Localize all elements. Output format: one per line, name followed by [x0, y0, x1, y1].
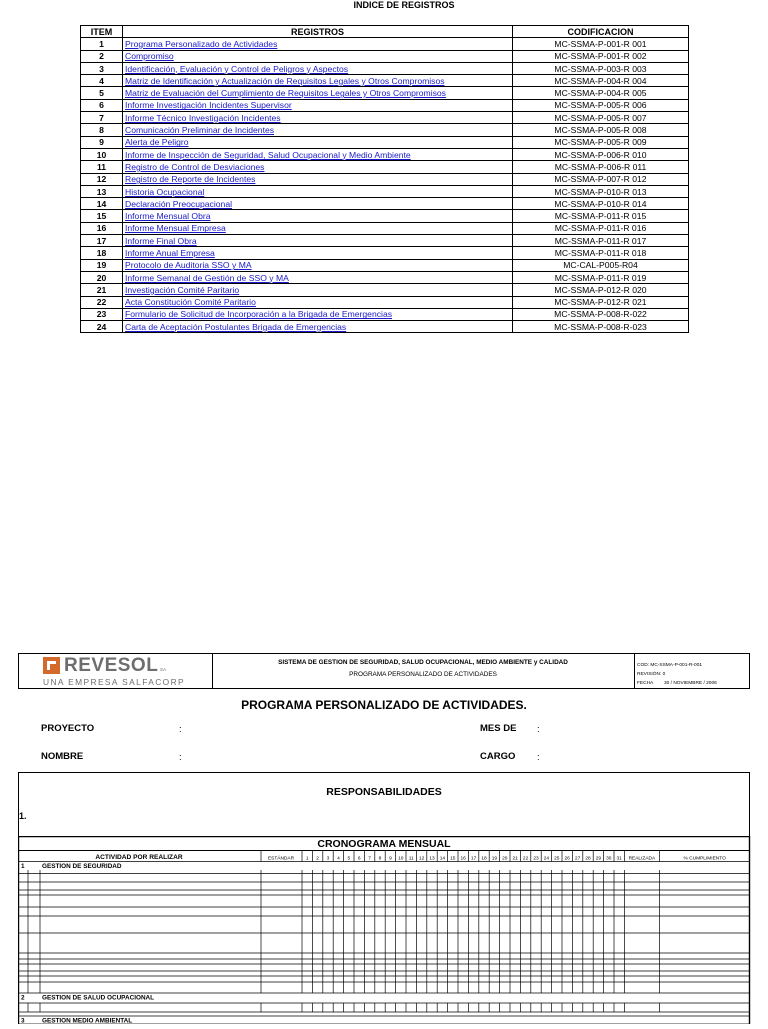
estandar-header: ESTÁNDAR [267, 856, 295, 862]
registro-cell [123, 173, 513, 185]
logo-word: REVESOL [64, 655, 159, 676]
proyecto-label: PROYECTO [41, 723, 95, 734]
cumplimiento-header: % CUMPLIMIENTO [683, 856, 726, 862]
item-number: 16 [81, 222, 123, 234]
registro-cell [123, 62, 513, 74]
item-number: 10 [81, 148, 123, 160]
index-row [81, 308, 689, 320]
codificacion-cell: MC-SSMA-P-008-R-023 [513, 321, 689, 333]
codificacion-cell: MC-SSMA-P-010-R 013 [513, 185, 689, 197]
item-number: 8 [81, 124, 123, 136]
realizada-header: REALIZADA [628, 856, 656, 862]
day-header: 20 [502, 856, 508, 862]
day-header: 26 [564, 856, 570, 862]
day-header: 16 [460, 856, 466, 862]
item-number: 11 [81, 161, 123, 173]
codificacion-cell: MC-SSMA-P-011-R 019 [513, 271, 689, 283]
index-row [81, 75, 689, 87]
codificacion-cell: MC-SSMA-P-011-R 017 [513, 235, 689, 247]
section-label: GESTION DE SALUD OCUPACIONAL [42, 994, 155, 1002]
registro-cell [123, 247, 513, 259]
fecha-label: FECHA [637, 681, 654, 686]
actividad-header: ACTIVIDAD POR REALIZAR [95, 854, 183, 861]
registro-link[interactable]: Formulario de Solicitud de Incorporación a la Brigada de Emergencias [125, 309, 393, 320]
registro-link[interactable]: Comunicación Preliminar de Incidentes [125, 125, 275, 136]
item-number: 5 [81, 87, 123, 99]
index-row [81, 235, 689, 247]
cronograma-grid [18, 836, 751, 1029]
logo-suffix: SA [160, 667, 167, 672]
index-row [81, 50, 689, 62]
day-header: 24 [543, 856, 550, 862]
index-row [81, 222, 689, 234]
registro-link[interactable]: Informe Anual Empresa [125, 247, 215, 258]
index-row [81, 38, 689, 50]
index-title: INDICE DE REGISTROS [353, 0, 455, 10]
responsabilidades-box [18, 772, 750, 836]
codificacion-cell: MC-SSMA-P-007-R 012 [513, 173, 689, 185]
registro-link[interactable]: Protocolo de Auditoria SSO y MA [125, 260, 252, 271]
section-label: GESTION DE SEGURIDAD [42, 863, 122, 870]
fecha-value: 30 / NOVIEMBRE / 2006 [664, 681, 717, 686]
item-number: 13 [81, 185, 123, 197]
day-header: 15 [450, 856, 456, 862]
item-number: 24 [81, 321, 123, 333]
item-number: 3 [81, 62, 123, 74]
item-number: 17 [81, 235, 123, 247]
registro-link[interactable]: Programa Personalizado de Actividades [125, 38, 278, 49]
mes-label: MES DE [480, 723, 517, 734]
registro-cell [123, 235, 513, 247]
day-header: 3 [326, 856, 330, 862]
registros-header: REGISTROS [123, 26, 513, 38]
day-header: 21 [512, 856, 518, 862]
day-header: 5 [347, 856, 351, 862]
index-row [81, 173, 689, 185]
index-row [81, 210, 689, 222]
registro-cell [123, 75, 513, 87]
registro-link[interactable]: Informe Mensual Obra [125, 211, 211, 222]
day-header: 10 [398, 856, 404, 862]
codificacion-cell: MC-SSMA-P-006-R 010 [513, 148, 689, 160]
logo [19, 654, 213, 688]
cargo-colon: : [537, 752, 540, 763]
registro-cell [123, 99, 513, 111]
day-header: 23 [533, 856, 539, 862]
item-number: 19 [81, 259, 123, 271]
codificacion-cell: MC-SSMA-P-003-R 003 [513, 62, 689, 74]
registro-link[interactable]: Registro de Reporte de Incidentes [125, 174, 256, 185]
index-row [81, 148, 689, 160]
item-number: 20 [81, 271, 123, 283]
day-header: 9 [389, 856, 392, 862]
item-number: 2 [81, 50, 123, 62]
index-row [81, 161, 689, 173]
item-number: 21 [81, 284, 123, 296]
document-header [18, 653, 750, 689]
item-header: ITEM [81, 26, 123, 38]
cronograma-svg [18, 836, 751, 1024]
day-header: 12 [418, 856, 425, 862]
index-row [81, 87, 689, 99]
item-number: 23 [81, 308, 123, 320]
revesol-logo-icon [43, 657, 60, 674]
registro-link[interactable]: Informe Investigación Incidentes Supervisor [125, 100, 292, 111]
day-header: 30 [606, 856, 612, 862]
registro-link[interactable]: Investigación Comité Paritario [125, 284, 240, 295]
day-header: 31 [616, 856, 622, 862]
registro-cell [123, 185, 513, 197]
registro-link[interactable]: Declaración Preocupacional [125, 198, 233, 209]
index-row [81, 296, 689, 308]
registro-link[interactable]: Matriz de Evaluación del Cumplimiento de Requisitos Legales y Otros Compromisos [125, 88, 446, 99]
item-number: 4 [81, 75, 123, 87]
header-meta [634, 654, 749, 688]
codificacion-cell: MC-SSMA-P-004-R 004 [513, 75, 689, 87]
registro-link[interactable]: Identificación, Evaluación y Control de Peligros y Aspectos [125, 63, 349, 74]
registro-cell [123, 308, 513, 320]
cod-label: COD: MC-SSMA-P-001-R-001 [637, 663, 703, 668]
day-header: 11 [408, 856, 414, 862]
header-center [212, 654, 635, 688]
day-header: 2 [316, 856, 319, 862]
day-header: 13 [429, 856, 435, 862]
section-number: 3 [21, 1017, 25, 1024]
registro-link[interactable]: Alerta de Peligro [125, 137, 189, 148]
registro-link[interactable]: Acta Constitución Comité Paritario [125, 297, 256, 308]
codificacion-cell: MC-SSMA-P-001-R 002 [513, 50, 689, 62]
codificacion-cell: MC-SSMA-P-011-R 018 [513, 247, 689, 259]
day-header: 25 [554, 856, 560, 862]
day-header: 22 [522, 856, 529, 862]
system-title: SISTEMA DE GESTION DE SEGURIDAD, SALUD OCUPACIONAL, MEDIO AMBIENTE y CALIDAD [278, 659, 568, 666]
registro-cell [123, 296, 513, 308]
proyecto-colon: : [179, 724, 182, 735]
logo-tagline: UNA EMPRESA SALFACORP [43, 677, 186, 687]
item-number: 12 [81, 173, 123, 185]
index-row [81, 185, 689, 197]
codificacion-cell: MC-SSMA-P-005-R 007 [513, 112, 689, 124]
day-header: 4 [337, 856, 340, 862]
item-number: 15 [81, 210, 123, 222]
item-number: 18 [81, 247, 123, 259]
day-header: 29 [595, 856, 602, 862]
day-header: 18 [481, 856, 487, 862]
day-header: 14 [439, 856, 446, 862]
registro-link[interactable]: Informe Semanal de Gestión de SSO y MA [125, 272, 289, 283]
day-header: 17 [470, 856, 477, 862]
codificacion-cell: MC-SSMA-P-005-R 008 [513, 124, 689, 136]
day-header: 6 [357, 856, 361, 862]
registro-cell [123, 259, 513, 271]
index-row [81, 124, 689, 136]
codificacion-cell: MC-SSMA-P-005-R 006 [513, 99, 689, 111]
registro-cell [123, 198, 513, 210]
registro-link[interactable]: Historia Ocupacional [125, 186, 205, 197]
nombre-label: NOMBRE [41, 751, 84, 762]
codificacion-cell: MC-SSMA-P-011-R 016 [513, 222, 689, 234]
registro-link[interactable]: Compromiso [125, 51, 174, 62]
day-header: 7 [368, 856, 371, 862]
responsabilidad-item-1: 1. [19, 811, 27, 821]
codificacion-cell: MC-SSMA-P-006-R 011 [513, 161, 689, 173]
registro-link[interactable]: Informe Técnico Investigación Incidentes [125, 112, 281, 123]
index-row [81, 112, 689, 124]
registro-cell [123, 222, 513, 234]
registro-link[interactable]: Carta de Aceptación Postulantes Brigada de Emergencias [125, 321, 347, 332]
section-number: 1 [21, 863, 25, 870]
day-header: 28 [585, 856, 591, 862]
index-row [81, 321, 689, 333]
responsabilidades-title: RESPONSABILIDADES [326, 786, 442, 798]
registro-cell [123, 210, 513, 222]
item-number: 9 [81, 136, 123, 148]
index-row [81, 198, 689, 210]
registro-cell [123, 148, 513, 160]
codificacion-cell: MC-SSMA-P-005-R 009 [513, 136, 689, 148]
index-body [81, 38, 689, 333]
index-row [81, 62, 689, 74]
codificacion-cell: MC-SSMA-P-004-R 005 [513, 87, 689, 99]
index-row [81, 284, 689, 296]
section-label: GESTION MEDIO AMBIENTAL [42, 1017, 133, 1024]
codificacion-cell: MC-CAL-P005-R04 [513, 259, 689, 271]
revision-label: REVISIÓN: 0 [637, 672, 666, 677]
day-header: 1 [305, 856, 309, 862]
index-row [81, 99, 689, 111]
index-row [81, 136, 689, 148]
item-number: 6 [81, 99, 123, 111]
registro-link[interactable]: Informe Final Obra [125, 235, 197, 246]
registro-cell [123, 112, 513, 124]
index-table [80, 25, 689, 333]
item-number: 14 [81, 198, 123, 210]
codificacion-header: CODIFICACION [513, 26, 689, 38]
day-header: 8 [378, 856, 382, 862]
index-header-row [81, 26, 689, 38]
mes-colon: : [537, 724, 540, 735]
cargo-label: CARGO [480, 751, 516, 762]
registro-cell [123, 38, 513, 50]
registro-cell [123, 136, 513, 148]
codificacion-cell: MC-SSMA-P-010-R 014 [513, 198, 689, 210]
codificacion-cell: MC-SSMA-P-011-R 015 [513, 210, 689, 222]
section-number: 2 [21, 994, 25, 1002]
registro-link[interactable]: Informe de Inspección de Seguridad, Salud Ocupacional y Medio Ambiente [125, 149, 411, 160]
registro-link[interactable]: Informe Mensual Empresa [125, 223, 226, 234]
registro-cell [123, 271, 513, 283]
day-header: 19 [491, 856, 498, 862]
registro-cell [123, 284, 513, 296]
item-number: 7 [81, 112, 123, 124]
codificacion-cell: MC-SSMA-P-001-R 001 [513, 38, 689, 50]
index-row [81, 247, 689, 259]
item-number: 22 [81, 296, 123, 308]
index-row [81, 259, 689, 271]
codificacion-cell: MC-SSMA-P-008-R-022 [513, 308, 689, 320]
registro-link[interactable]: Registro de Control de Desviaciones [125, 161, 265, 172]
day-header: 27 [574, 856, 581, 862]
registro-link[interactable]: Matriz de Identificación y Actualización de Requisitos Legales y Otros Compromisos [125, 75, 445, 86]
codificacion-cell: MC-SSMA-P-012-R 021 [513, 296, 689, 308]
program-subtitle: PROGRAMA PERSONALIZADO DE ACTIVIDADES [349, 671, 497, 678]
program-title: PROGRAMA PERSONALIZADO DE ACTIVIDADES. [241, 698, 527, 712]
item-number: 1 [81, 38, 123, 50]
index-row [81, 271, 689, 283]
codificacion-cell: MC-SSMA-P-012-R 020 [513, 284, 689, 296]
nombre-colon: : [179, 752, 182, 763]
cronograma-title: CRONOGRAMA MENSUAL [317, 838, 451, 850]
registro-cell [123, 50, 513, 62]
registro-cell [123, 161, 513, 173]
registro-cell [123, 124, 513, 136]
registro-cell [123, 321, 513, 333]
registro-cell [123, 87, 513, 99]
